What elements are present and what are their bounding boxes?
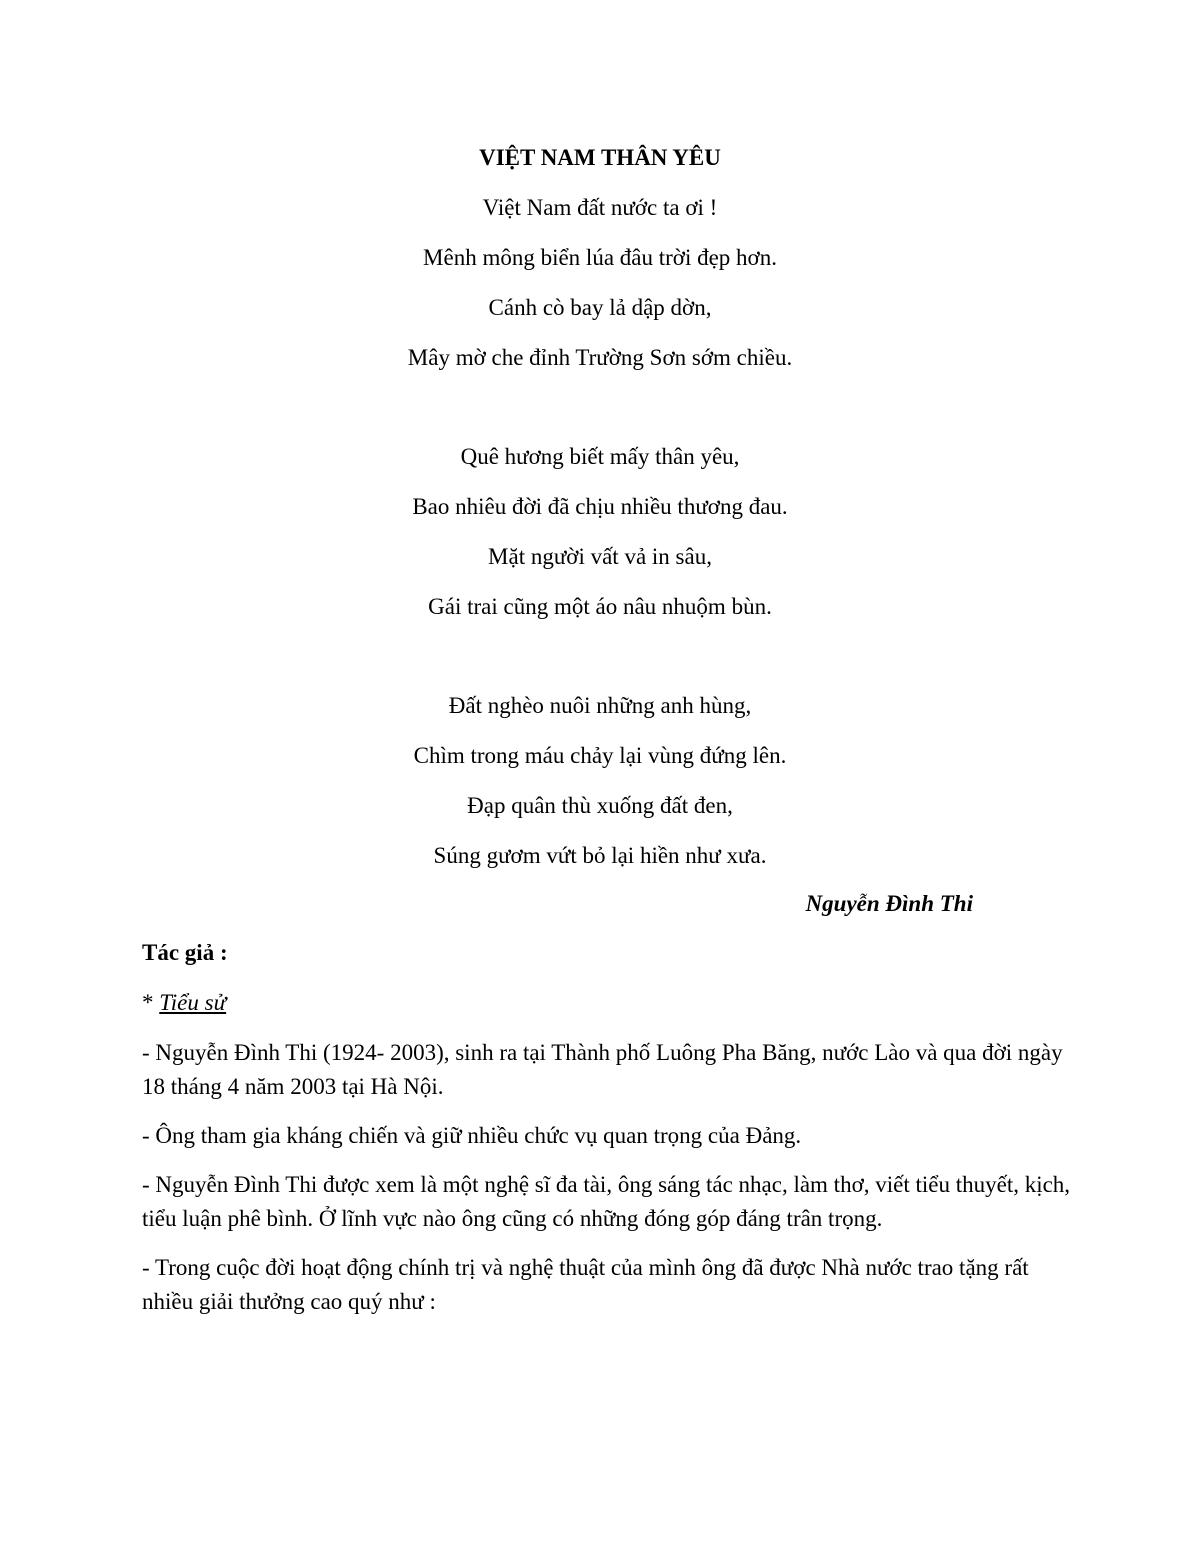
poem-line: Việt Nam đất nước ta ơi ! <box>482 195 718 220</box>
biography-paragraph: - Nguyễn Đình Thi (1924- 2003), sinh ra tại Thành phố Luông Pha Băng, nước Lào và qua đời ngày 18 tháng 4 năm 2003 tại Hà Nội. <box>142 1040 1063 1099</box>
poem-line: Mênh mông biển lúa đâu trời đẹp hơn. <box>423 245 777 270</box>
poem-line: Súng gươm vứt bỏ lại hiền như xưa. <box>433 843 767 868</box>
poem-author: Nguyễn Đình Thi <box>805 891 973 916</box>
poem-line: Mặt người vất vả in sâu, <box>488 544 712 569</box>
poem-line: Đất nghèo nuôi những anh hùng, <box>448 693 752 718</box>
biography-paragraph: - Nguyễn Đình Thi được xem là một nghệ sĩ đa tài, ông sáng tác nhạc, làm thơ, viết tiểu thuyết, kịch, tiểu luận phê bình. Ở lĩnh vực nào ông cũng có những đóng góp đáng trân trọng. <box>142 1172 1071 1231</box>
poem-line: Bao nhiêu đời đã chịu nhiều thương đau. <box>412 494 788 519</box>
poem-line: Quê hương biết mấy thân yêu, <box>460 444 740 469</box>
bullet-marker: * <box>142 990 160 1015</box>
poem-line: Gái trai cũng một áo nâu nhuộm bùn. <box>428 594 772 619</box>
poem-line: Mây mờ che đỉnh Trường Sơn sớm chiều. <box>407 345 793 370</box>
biography-paragraph: - Trong cuộc đời hoạt động chính trị và nghệ thuật của mình ông đã được Nhà nước trao tặng rất nhiều giải thưởng cao quý như : <box>142 1255 1029 1314</box>
author-section <box>142 936 1072 1334</box>
poem-line: Cánh cò bay lả dập dờn, <box>488 295 712 320</box>
poem-line: Chìm trong máu chảy lại vùng đứng lên. <box>413 743 787 768</box>
poem-stanza-2 <box>0 439 1200 639</box>
subsection-label: Tiểu sử <box>159 990 227 1015</box>
poem-stanza-3 <box>0 688 1200 888</box>
poem-line: Đạp quân thù xuống đất đen, <box>467 793 733 818</box>
section-heading: Tác giả : <box>142 940 228 965</box>
biography-paragraph: - Ông tham gia kháng chiến và giữ nhiều chức vụ quan trọng của Đảng. <box>142 1123 802 1148</box>
poem-stanza-1 <box>0 190 1200 390</box>
poem-title: VIỆT NAM THÂN YÊU <box>479 145 721 170</box>
subsection-heading <box>142 986 1072 1020</box>
